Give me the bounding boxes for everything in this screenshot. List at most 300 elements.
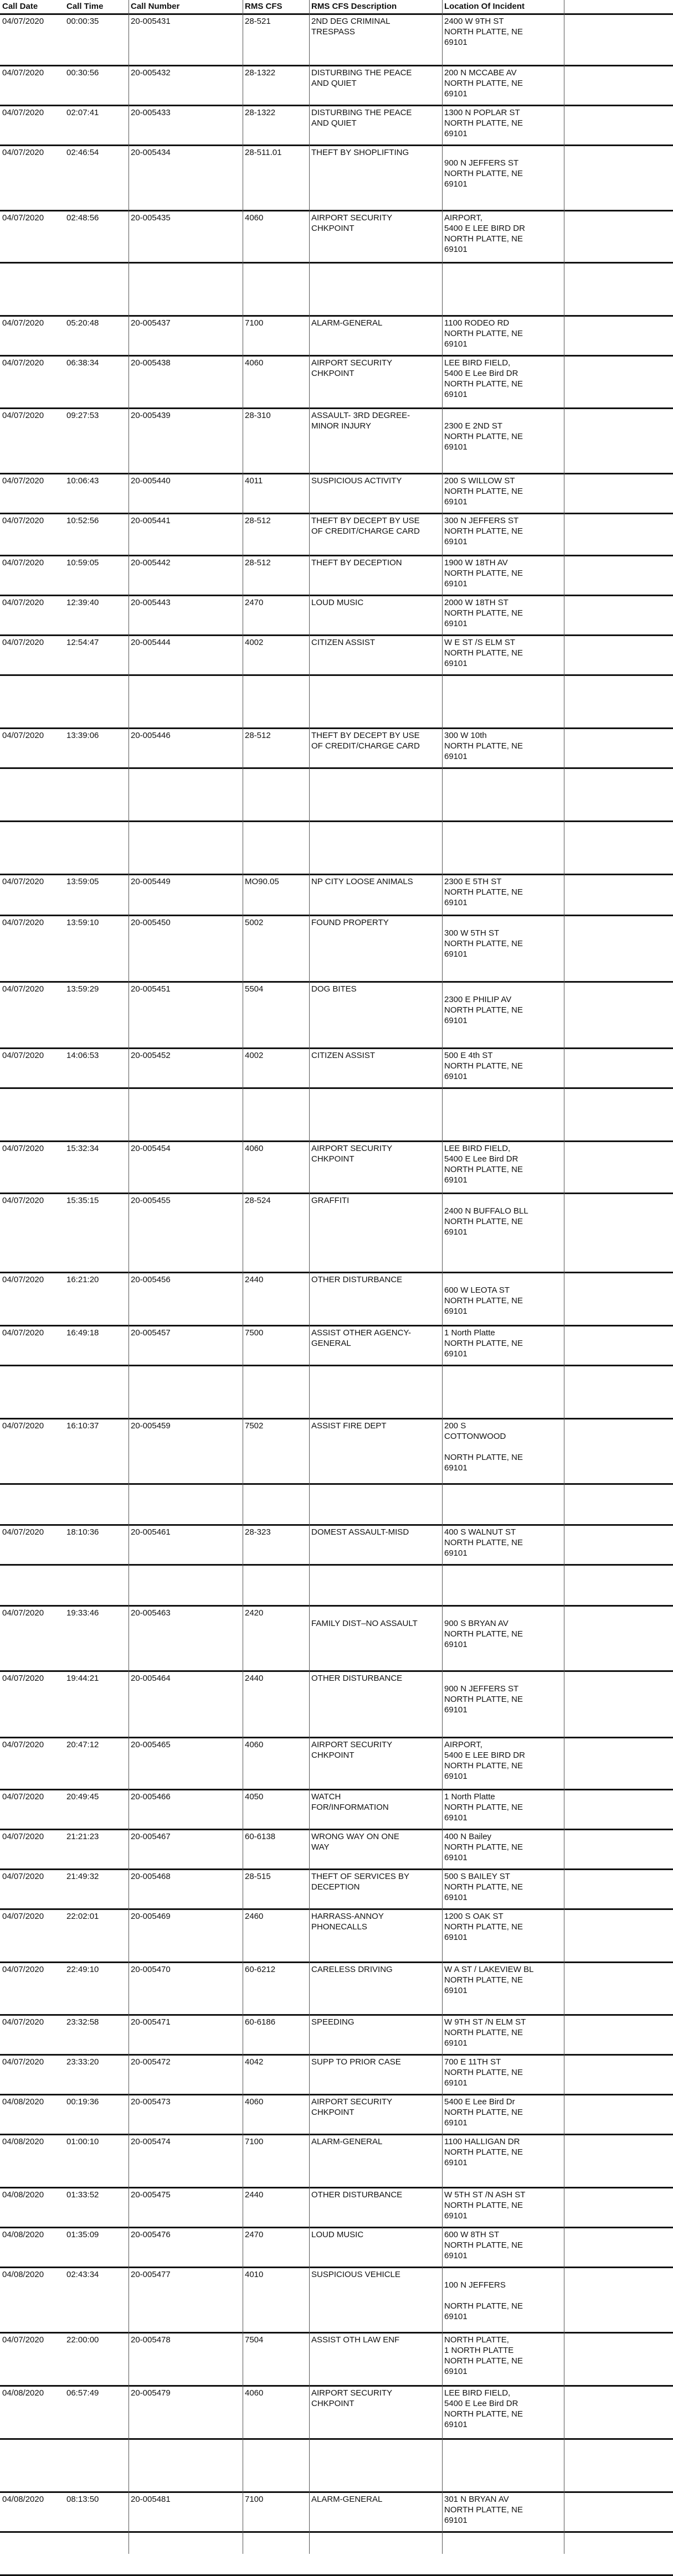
rms-cfs-description-cell: THEFT BY DECEPTION bbox=[311, 558, 402, 567]
call-time-cell: 15:35:15 bbox=[66, 1196, 99, 1205]
rms-cfs-cell: 28-1322 bbox=[245, 68, 276, 78]
call-time-cell: 13:59:29 bbox=[66, 984, 99, 994]
column-divider bbox=[442, 0, 443, 2554]
table-row bbox=[0, 2493, 673, 2533]
call-time-cell: 02:07:41 bbox=[66, 108, 99, 117]
call-time-cell: 13:39:06 bbox=[66, 731, 99, 740]
location-cell: 1100 RODEO RD NORTH PLATTE, NE 69101 bbox=[444, 318, 523, 349]
rms-cfs-description-cell: DISTURBING THE PEACE AND QUIET bbox=[311, 68, 412, 88]
rms-cfs-cell: 4060 bbox=[245, 213, 264, 223]
table-row bbox=[0, 1607, 673, 1672]
location-cell: 100 N JEFFERS NORTH PLATTE, NE 69101 bbox=[444, 2280, 523, 2321]
call-date-cell: 04/08/2020 bbox=[2, 2097, 44, 2107]
call-number-cell: 20-005471 bbox=[131, 2017, 171, 2027]
call-time-cell: 22:49:10 bbox=[66, 1965, 99, 1974]
call-date-cell: 04/07/2020 bbox=[2, 1144, 44, 1153]
rms-cfs-cell: 4050 bbox=[245, 1792, 264, 1801]
call-date-cell: 04/08/2020 bbox=[2, 2230, 44, 2239]
location-cell: LEE BIRD FIELD, 5400 E Lee Bird DR NORTH PLATTE, NE 69101 bbox=[444, 358, 523, 399]
table-row bbox=[0, 1273, 673, 1326]
call-number-cell: 20-005444 bbox=[131, 638, 171, 647]
table-row bbox=[0, 1366, 673, 1419]
table-row bbox=[0, 1089, 673, 1142]
call-date-cell: 04/07/2020 bbox=[2, 2017, 44, 2027]
location-cell: 300 N JEFFERS ST NORTH PLATTE, NE 69101 bbox=[444, 516, 523, 546]
location-cell: 301 N BRYAN AV NORTH PLATTE, NE 69101 bbox=[444, 2495, 523, 2525]
rms-cfs-description-cell: LOUD MUSIC bbox=[311, 598, 364, 607]
call-date-cell: 04/07/2020 bbox=[2, 1872, 44, 1881]
rms-cfs-description-cell: OTHER DISTURBANCE bbox=[311, 2190, 403, 2200]
call-date-cell: 04/08/2020 bbox=[2, 2270, 44, 2279]
call-number-cell: 20-005477 bbox=[131, 2270, 171, 2279]
location-cell: 900 N JEFFERS ST NORTH PLATTE, NE 69101 bbox=[444, 1684, 523, 1715]
table-row bbox=[0, 1566, 673, 1607]
call-date-cell: 04/07/2020 bbox=[2, 558, 44, 567]
location-cell: AIRPORT, 5400 E LEE BIRD DR NORTH PLATTE, NE 69101 bbox=[444, 213, 525, 254]
call-date-cell: 04/08/2020 bbox=[2, 2495, 44, 2504]
call-time-cell: 23:32:58 bbox=[66, 2017, 99, 2027]
location-cell: 300 W 10th NORTH PLATTE, NE 69101 bbox=[444, 731, 523, 761]
call-number-cell: 20-005474 bbox=[131, 2137, 171, 2146]
call-date-cell: 04/07/2020 bbox=[2, 516, 44, 525]
call-date-cell: 04/08/2020 bbox=[2, 2137, 44, 2146]
location-cell: 900 N JEFFERS ST NORTH PLATTE, NE 69101 bbox=[444, 158, 523, 189]
call-time-cell: 06:38:34 bbox=[66, 358, 99, 368]
rms-cfs-cell: 2440 bbox=[245, 1674, 264, 1683]
call-time-cell: 13:59:05 bbox=[66, 877, 99, 886]
rms-cfs-cell: 7504 bbox=[245, 2335, 264, 2345]
call-date-cell: 04/07/2020 bbox=[2, 918, 44, 927]
table-row bbox=[0, 2533, 673, 2576]
rms-cfs-cell: 2420 bbox=[245, 1608, 264, 1618]
rms-cfs-cell: 4060 bbox=[245, 2097, 264, 2107]
call-number-cell: 20-005435 bbox=[131, 213, 171, 223]
rms-cfs-description-cell: SUSPICIOUS VEHICLE bbox=[311, 2270, 400, 2279]
rms-cfs-description-cell: THEFT OF SERVICES BY DECEPTION bbox=[311, 1872, 409, 1892]
rms-cfs-cell: 2460 bbox=[245, 1912, 264, 1921]
rms-cfs-cell: 4060 bbox=[245, 358, 264, 368]
table-row bbox=[0, 106, 673, 146]
call-number-cell: 20-005468 bbox=[131, 1872, 171, 1881]
table-row bbox=[0, 2135, 673, 2188]
call-time-cell: 01:35:09 bbox=[66, 2230, 99, 2239]
call-number-cell: 20-005472 bbox=[131, 2057, 171, 2067]
call-time-cell: 02:46:54 bbox=[66, 148, 99, 157]
rms-cfs-cell: 28-512 bbox=[245, 516, 271, 525]
rms-cfs-cell: 4002 bbox=[245, 1051, 264, 1060]
location-cell: 400 N Bailey NORTH PLATTE, NE 69101 bbox=[444, 1832, 523, 1862]
location-cell: NORTH PLATTE, 1 NORTH PLATTE NORTH PLATTE, NE 69101 bbox=[444, 2335, 523, 2376]
table-row bbox=[0, 1485, 673, 1526]
rms-cfs-description-cell: AIRPORT SECURITY CHKPOINT bbox=[311, 2388, 393, 2408]
call-date-cell: 04/07/2020 bbox=[2, 476, 44, 486]
location-cell: W 9TH ST /N ELM ST NORTH PLATTE, NE 69101 bbox=[444, 2017, 526, 2048]
table-row bbox=[0, 409, 673, 474]
call-time-cell: 15:32:34 bbox=[66, 1144, 99, 1153]
call-date-cell: 04/07/2020 bbox=[2, 984, 44, 994]
rms-cfs-description-cell: SUSPICIOUS ACTIVITY bbox=[311, 476, 402, 486]
rms-cfs-cell: 2470 bbox=[245, 598, 264, 607]
call-time-cell: 08:13:50 bbox=[66, 2495, 99, 2504]
call-number-cell: 20-005463 bbox=[131, 1608, 171, 1618]
call-time-cell: 01:00:10 bbox=[66, 2137, 99, 2146]
table-row bbox=[0, 1526, 673, 1566]
call-number-cell: 20-005437 bbox=[131, 318, 171, 328]
rms-cfs-description-cell: DOG BITES bbox=[311, 984, 357, 994]
table-row bbox=[0, 146, 673, 211]
rms-cfs-description-cell: FAMILY DIST–NO ASSAULT bbox=[311, 1619, 418, 1628]
rms-cfs-cell: 4010 bbox=[245, 2270, 264, 2279]
call-date-cell: 04/07/2020 bbox=[2, 1792, 44, 1801]
location-cell: 200 N MCCABE AV NORTH PLATTE, NE 69101 bbox=[444, 68, 523, 99]
call-time-cell: 16:21:20 bbox=[66, 1275, 99, 1284]
location-cell: W A ST / LAKEVIEW BL NORTH PLATTE, NE 69101 bbox=[444, 1965, 534, 1995]
call-number-cell: 20-005476 bbox=[131, 2230, 171, 2239]
location-cell: 1100 HALLIGAN DR NORTH PLATTE, NE 69101 bbox=[444, 2137, 523, 2167]
rms-cfs-cell: 5504 bbox=[245, 984, 264, 994]
rms-cfs-description-cell: 2ND DEG CRIMINAL TRESPASS bbox=[311, 17, 391, 37]
call-number-cell: 20-005465 bbox=[131, 1740, 171, 1749]
header-call-number: Call Number bbox=[131, 2, 180, 11]
call-date-cell: 04/07/2020 bbox=[2, 1196, 44, 1205]
rms-cfs-description-cell: ASSIST OTHER AGENCY- GENERAL bbox=[311, 1328, 412, 1348]
location-cell: 600 W LEOTA ST NORTH PLATTE, NE 69101 bbox=[444, 1286, 523, 1316]
call-time-cell: 05:20:48 bbox=[66, 318, 99, 328]
table-row bbox=[0, 822, 673, 875]
call-date-cell: 04/07/2020 bbox=[2, 2057, 44, 2067]
table-row bbox=[0, 2056, 673, 2095]
rms-cfs-cell: 2440 bbox=[245, 1275, 264, 1284]
call-date-cell: 04/07/2020 bbox=[2, 877, 44, 886]
location-cell: 2400 N BUFFALO BLL NORTH PLATTE, NE 69101 bbox=[444, 1206, 528, 1237]
call-time-cell: 01:33:52 bbox=[66, 2190, 99, 2200]
call-number-cell: 20-005459 bbox=[131, 1421, 171, 1431]
call-date-cell: 04/07/2020 bbox=[2, 1051, 44, 1060]
rms-cfs-description-cell: AIRPORT SECURITY CHKPOINT bbox=[311, 213, 393, 233]
rms-cfs-cell: 4042 bbox=[245, 2057, 264, 2067]
call-number-cell: 20-005456 bbox=[131, 1275, 171, 1284]
rms-cfs-cell: 4060 bbox=[245, 1740, 264, 1749]
call-date-cell: 04/07/2020 bbox=[2, 731, 44, 740]
rms-cfs-description-cell: HARRASS-ANNOY PHONECALLS bbox=[311, 1912, 384, 1932]
call-date-cell: 04/07/2020 bbox=[2, 213, 44, 223]
rms-cfs-description-cell: ALARM-GENERAL bbox=[311, 2137, 383, 2146]
call-number-cell: 20-005473 bbox=[131, 2097, 171, 2107]
call-number-cell: 20-005469 bbox=[131, 1912, 171, 1921]
rms-cfs-cell: 28-524 bbox=[245, 1196, 271, 1205]
location-cell: AIRPORT, 5400 E LEE BIRD DR NORTH PLATTE, NE 69101 bbox=[444, 1740, 525, 1781]
rms-cfs-description-cell: ALARM-GENERAL bbox=[311, 318, 383, 328]
rms-cfs-description-cell: DOMEST ASSAULT-MISD bbox=[311, 1527, 409, 1537]
rms-cfs-description-cell: GRAFFITI bbox=[311, 1196, 350, 1205]
rms-cfs-description-cell: CARELESS DRIVING bbox=[311, 1965, 393, 1974]
call-time-cell: 13:59:10 bbox=[66, 918, 99, 927]
rms-cfs-cell: 4011 bbox=[245, 476, 263, 486]
call-time-cell: 20:47:12 bbox=[66, 1740, 99, 1749]
location-cell: 5400 E Lee Bird Dr NORTH PLATTE, NE 69101 bbox=[444, 2097, 523, 2128]
location-cell: 600 W 8TH ST NORTH PLATTE, NE 69101 bbox=[444, 2230, 523, 2260]
rms-cfs-cell: 4060 bbox=[245, 2388, 264, 2398]
column-divider bbox=[309, 0, 310, 2554]
table-row bbox=[0, 264, 673, 317]
call-number-cell: 20-005454 bbox=[131, 1144, 171, 1153]
rms-cfs-cell: 7100 bbox=[245, 2137, 264, 2146]
location-cell: 200 S WILLOW ST NORTH PLATTE, NE 69101 bbox=[444, 476, 523, 507]
rms-cfs-description-cell: ALARM-GENERAL bbox=[311, 2495, 383, 2504]
call-date-cell: 04/07/2020 bbox=[2, 318, 44, 328]
table-row bbox=[0, 1790, 673, 1830]
call-date-cell: 04/07/2020 bbox=[2, 1832, 44, 1841]
table-row bbox=[0, 1326, 673, 1366]
rms-cfs-description-cell: NP CITY LOOSE ANIMALS bbox=[311, 877, 413, 886]
call-time-cell: 09:27:53 bbox=[66, 411, 99, 420]
location-cell: 700 E 11TH ST NORTH PLATTE, NE 69101 bbox=[444, 2057, 523, 2088]
rms-cfs-cell: 2470 bbox=[245, 2230, 264, 2239]
table-row bbox=[0, 66, 673, 106]
call-number-cell: 20-005438 bbox=[131, 358, 171, 368]
call-time-cell: 10:59:05 bbox=[66, 558, 99, 567]
rms-cfs-cell: 28-521 bbox=[245, 17, 271, 26]
table-row bbox=[0, 211, 673, 264]
call-date-cell: 04/07/2020 bbox=[2, 1608, 44, 1618]
location-cell: 1 North Platte NORTH PLATTE, NE 69101 bbox=[444, 1328, 523, 1359]
call-date-cell: 04/07/2020 bbox=[2, 411, 44, 420]
rms-cfs-cell: 5002 bbox=[245, 918, 264, 927]
rms-cfs-cell: 28-323 bbox=[245, 1527, 271, 1537]
rms-cfs-cell: 7100 bbox=[245, 2495, 264, 2504]
call-number-cell: 20-005475 bbox=[131, 2190, 171, 2200]
call-number-cell: 20-005439 bbox=[131, 411, 171, 420]
table-row bbox=[0, 2268, 673, 2334]
call-time-cell: 00:30:56 bbox=[66, 68, 99, 78]
call-time-cell: 02:48:56 bbox=[66, 213, 99, 223]
call-number-cell: 20-005441 bbox=[131, 516, 171, 525]
location-cell: 2300 E 2ND ST NORTH PLATTE, NE 69101 bbox=[444, 421, 523, 452]
table-row bbox=[0, 2095, 673, 2135]
header-location: Location Of Incident bbox=[444, 2, 525, 11]
table-row bbox=[0, 2387, 673, 2440]
table-row bbox=[0, 1049, 673, 1089]
rms-cfs-description-cell: THEFT BY DECEPT BY USE OF CREDIT/CHARGE CARD bbox=[311, 516, 420, 536]
rms-cfs-description-cell: ASSIST OTH LAW ENF bbox=[311, 2335, 400, 2345]
call-time-cell: 22:02:01 bbox=[66, 1912, 99, 1921]
call-time-cell: 18:10:36 bbox=[66, 1527, 99, 1537]
location-cell: LEE BIRD FIELD, 5400 E Lee Bird DR NORTH PLATTE, NE 69101 bbox=[444, 1144, 523, 1185]
table-row bbox=[0, 1963, 673, 2016]
table-row bbox=[0, 2228, 673, 2268]
call-date-cell: 04/07/2020 bbox=[2, 1965, 44, 1974]
table-row bbox=[0, 357, 673, 409]
header-call-date: Call Date bbox=[2, 2, 38, 11]
rms-cfs-description-cell: THEFT BY SHOPLIFTING bbox=[311, 148, 409, 157]
call-number-cell: 20-005443 bbox=[131, 598, 171, 607]
rms-cfs-description-cell: LOUD MUSIC bbox=[311, 2230, 364, 2239]
location-cell: 500 S BAILEY ST NORTH PLATTE, NE 69101 bbox=[444, 1872, 523, 1902]
table-row bbox=[0, 2188, 673, 2228]
call-number-cell: 20-005457 bbox=[131, 1328, 171, 1338]
call-date-cell: 04/07/2020 bbox=[2, 148, 44, 157]
rms-cfs-description-cell: AIRPORT SECURITY CHKPOINT bbox=[311, 2097, 393, 2117]
call-time-cell: 19:44:21 bbox=[66, 1674, 99, 1683]
rms-cfs-description-cell: SPEEDING bbox=[311, 2017, 355, 2027]
rms-cfs-description-cell: OTHER DISTURBANCE bbox=[311, 1674, 403, 1683]
location-cell: W E ST /S ELM ST NORTH PLATTE, NE 69101 bbox=[444, 638, 523, 668]
call-time-cell: 10:06:43 bbox=[66, 476, 99, 486]
call-number-cell: 20-005452 bbox=[131, 1051, 171, 1060]
location-cell: 400 S WALNUT ST NORTH PLATTE, NE 69101 bbox=[444, 1527, 523, 1558]
rms-cfs-cell: 60-6212 bbox=[245, 1965, 276, 1974]
call-number-cell: 20-005466 bbox=[131, 1792, 171, 1801]
call-number-cell: 20-005467 bbox=[131, 1832, 171, 1841]
table-row bbox=[0, 875, 673, 916]
call-date-cell: 04/07/2020 bbox=[2, 2335, 44, 2345]
table-row bbox=[0, 2016, 673, 2056]
location-cell: 200 S COTTONWOOD NORTH PLATTE, NE 69101 bbox=[444, 1421, 523, 1473]
rms-cfs-cell: 28-512 bbox=[245, 731, 271, 740]
call-date-cell: 04/07/2020 bbox=[2, 1275, 44, 1284]
header-call-time: Call Time bbox=[66, 2, 104, 11]
table-row bbox=[0, 983, 673, 1049]
rms-cfs-description-cell: AIRPORT SECURITY CHKPOINT bbox=[311, 1144, 393, 1164]
call-time-cell: 19:33:46 bbox=[66, 1608, 99, 1618]
call-time-cell: 16:49:18 bbox=[66, 1328, 99, 1338]
call-number-cell: 20-005433 bbox=[131, 108, 171, 117]
table-row bbox=[0, 1738, 673, 1790]
call-date-cell: 04/07/2020 bbox=[2, 598, 44, 607]
rms-cfs-cell: MO90.05 bbox=[245, 877, 279, 886]
rms-cfs-cell: 4060 bbox=[245, 1144, 264, 1153]
call-time-cell: 12:54:47 bbox=[66, 638, 99, 647]
table-row bbox=[0, 769, 673, 822]
rms-cfs-cell: 28-310 bbox=[245, 411, 271, 420]
call-time-cell: 23:33:20 bbox=[66, 2057, 99, 2067]
rms-cfs-cell: 7500 bbox=[245, 1328, 264, 1338]
call-number-cell: 20-005431 bbox=[131, 17, 171, 26]
rms-cfs-cell: 60-6138 bbox=[245, 1832, 276, 1841]
call-number-cell: 20-005478 bbox=[131, 2335, 171, 2345]
call-date-cell: 04/08/2020 bbox=[2, 2388, 44, 2398]
table-row bbox=[0, 1672, 673, 1738]
table-row bbox=[0, 1419, 673, 1485]
call-time-cell: 21:49:32 bbox=[66, 1872, 99, 1881]
call-number-cell: 20-005440 bbox=[131, 476, 171, 486]
call-number-cell: 20-005464 bbox=[131, 1674, 171, 1683]
call-number-cell: 20-005461 bbox=[131, 1527, 171, 1537]
rms-cfs-description-cell: THEFT BY DECEPT BY USE OF CREDIT/CHARGE CARD bbox=[311, 731, 420, 751]
rms-cfs-cell: 28-511.01 bbox=[245, 148, 282, 157]
call-date-cell: 04/08/2020 bbox=[2, 2190, 44, 2200]
rms-cfs-description-cell: AIRPORT SECURITY CHKPOINT bbox=[311, 358, 393, 378]
call-number-cell: 20-005479 bbox=[131, 2388, 171, 2398]
rms-cfs-cell: 28-512 bbox=[245, 558, 271, 567]
call-number-cell: 20-005470 bbox=[131, 1965, 171, 1974]
location-cell: 2000 W 18TH ST NORTH PLATTE, NE 69101 bbox=[444, 598, 523, 628]
call-date-cell: 04/07/2020 bbox=[2, 1421, 44, 1431]
location-cell: 2300 E 5TH ST NORTH PLATTE, NE 69101 bbox=[444, 877, 523, 907]
call-number-cell: 20-005434 bbox=[131, 148, 171, 157]
call-date-cell: 04/07/2020 bbox=[2, 17, 44, 26]
rms-cfs-description-cell: DISTURBING THE PEACE AND QUIET bbox=[311, 108, 412, 128]
rms-cfs-cell: 28-1322 bbox=[245, 108, 276, 117]
call-number-cell: 20-005450 bbox=[131, 918, 171, 927]
call-time-cell: 20:49:45 bbox=[66, 1792, 99, 1801]
table-row bbox=[0, 1870, 673, 1910]
call-date-cell: 04/07/2020 bbox=[2, 1674, 44, 1683]
rms-cfs-description-cell: CITIZEN ASSIST bbox=[311, 1051, 376, 1060]
call-time-cell: 10:52:56 bbox=[66, 516, 99, 525]
table-row bbox=[0, 474, 673, 514]
call-time-cell: 21:21:23 bbox=[66, 1832, 99, 1841]
table-row bbox=[0, 596, 673, 636]
table-row bbox=[0, 556, 673, 596]
call-time-cell: 02:43:34 bbox=[66, 2270, 99, 2279]
rms-cfs-cell: 2440 bbox=[245, 2190, 264, 2200]
call-number-cell: 20-005451 bbox=[131, 984, 171, 994]
call-number-cell: 20-005481 bbox=[131, 2495, 171, 2504]
table-row bbox=[0, 1830, 673, 1870]
table-row bbox=[0, 1910, 673, 1963]
call-number-cell: 20-005442 bbox=[131, 558, 171, 567]
call-date-cell: 04/07/2020 bbox=[2, 1912, 44, 1921]
location-cell: 2400 W 9TH ST NORTH PLATTE, NE 69101 bbox=[444, 17, 523, 47]
call-date-cell: 04/07/2020 bbox=[2, 638, 44, 647]
location-cell: 300 W 5TH ST NORTH PLATTE, NE 69101 bbox=[444, 928, 523, 959]
location-cell: 1200 S OAK ST NORTH PLATTE, NE 69101 bbox=[444, 1912, 523, 1942]
table-row bbox=[0, 2440, 673, 2493]
call-number-cell: 20-005446 bbox=[131, 731, 171, 740]
rms-cfs-cell: 7100 bbox=[245, 318, 264, 328]
rms-cfs-description-cell: FOUND PROPERTY bbox=[311, 918, 389, 927]
location-cell: 500 E 4th ST NORTH PLATTE, NE 69101 bbox=[444, 1051, 523, 1081]
table-row bbox=[0, 676, 673, 729]
rms-cfs-cell: 4002 bbox=[245, 638, 264, 647]
location-cell: LEE BIRD FIELD, 5400 E Lee Bird DR NORTH PLATTE, NE 69101 bbox=[444, 2388, 523, 2429]
call-time-cell: 00:19:36 bbox=[66, 2097, 99, 2107]
call-time-cell: 14:06:53 bbox=[66, 1051, 99, 1060]
table-row bbox=[0, 15, 673, 66]
rms-cfs-description-cell: ASSAULT- 3RD DEGREE- MINOR INJURY bbox=[311, 411, 410, 431]
table-row bbox=[0, 729, 673, 769]
call-time-cell: 22:00:00 bbox=[66, 2335, 99, 2345]
location-cell: 900 S BRYAN AV NORTH PLATTE, NE 69101 bbox=[444, 1619, 523, 1649]
call-time-cell: 00:00:35 bbox=[66, 17, 99, 26]
call-number-cell: 20-005449 bbox=[131, 877, 171, 886]
call-date-cell: 04/07/2020 bbox=[2, 108, 44, 117]
call-date-cell: 04/07/2020 bbox=[2, 1527, 44, 1537]
call-time-cell: 06:57:49 bbox=[66, 2388, 99, 2398]
rms-cfs-cell: 28-515 bbox=[245, 1872, 271, 1881]
rms-cfs-description-cell: OTHER DISTURBANCE bbox=[311, 1275, 403, 1284]
location-cell: 1300 N POPLAR ST NORTH PLATTE, NE 69101 bbox=[444, 108, 523, 138]
call-time-cell: 16:10:37 bbox=[66, 1421, 99, 1431]
call-number-cell: 20-005455 bbox=[131, 1196, 171, 1205]
table-row bbox=[0, 2334, 673, 2387]
rms-cfs-description-cell: SUPP TO PRIOR CASE bbox=[311, 2057, 401, 2067]
call-date-cell: 04/07/2020 bbox=[2, 358, 44, 368]
rms-cfs-cell: 7502 bbox=[245, 1421, 264, 1431]
call-date-cell: 04/07/2020 bbox=[2, 1740, 44, 1749]
call-date-cell: 04/07/2020 bbox=[2, 1328, 44, 1338]
table-header bbox=[0, 0, 673, 15]
rms-cfs-description-cell: CITIZEN ASSIST bbox=[311, 638, 376, 647]
table-row bbox=[0, 317, 673, 357]
call-date-cell: 04/07/2020 bbox=[2, 68, 44, 78]
location-cell: 1900 W 18TH AV NORTH PLATTE, NE 69101 bbox=[444, 558, 523, 588]
location-cell: 1 North Platte NORTH PLATTE, NE 69101 bbox=[444, 1792, 523, 1823]
table-row bbox=[0, 916, 673, 983]
rms-cfs-description-cell: WATCH FOR/INFORMATION bbox=[311, 1792, 389, 1812]
header-rms-cfs: RMS CFS bbox=[245, 2, 282, 11]
